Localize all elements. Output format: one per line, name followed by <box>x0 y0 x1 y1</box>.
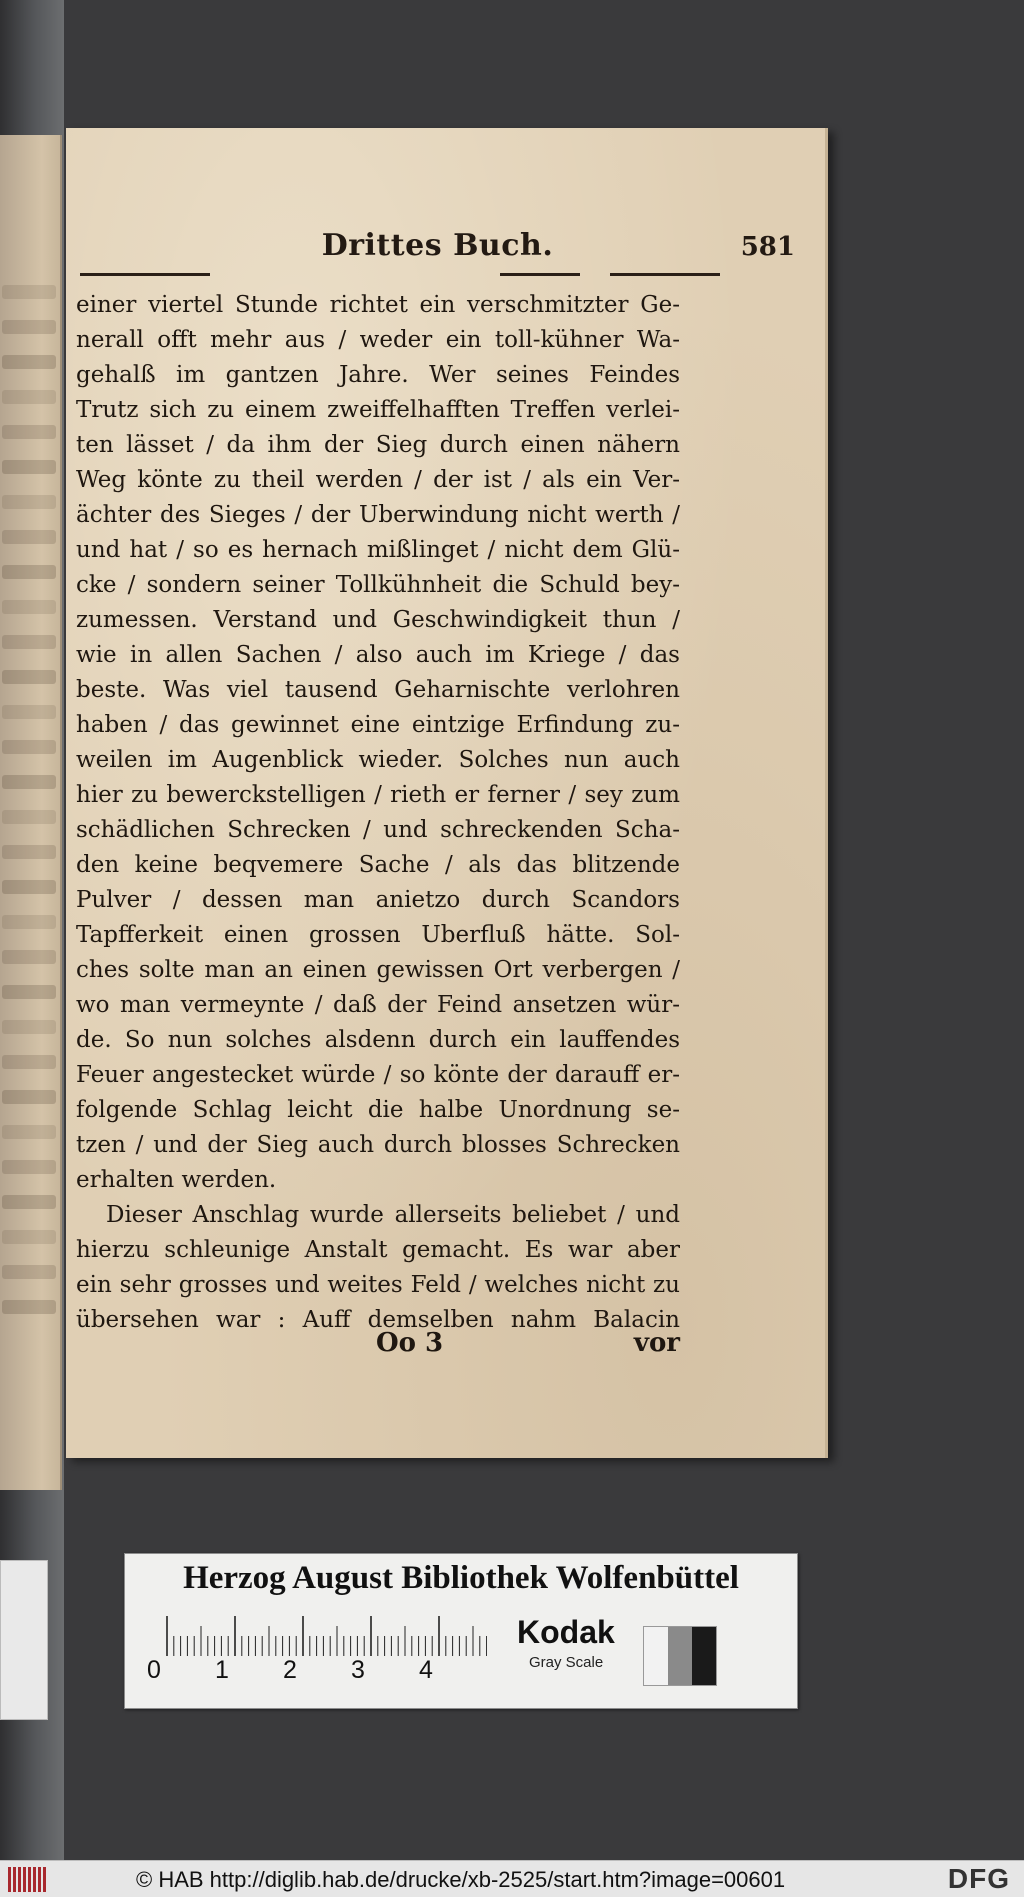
hab-barcode-icon <box>8 1867 48 1892</box>
text-line: nerall offt mehr aus / weder ein toll-kühner Wa- <box>76 327 680 353</box>
text-line: wie in allen Sachen / also auch im Kriege / das <box>76 642 680 668</box>
show-through-line <box>2 530 56 544</box>
book-page <box>66 128 828 1458</box>
show-through-line <box>2 810 56 824</box>
ruler-number: 0 <box>147 1656 161 1684</box>
show-through-line <box>2 705 56 719</box>
show-through-line <box>2 950 56 964</box>
header-rule-middle <box>500 273 580 276</box>
text-line: hier zu bewerckstelligen / rieth er ferner / sey zum <box>76 782 680 808</box>
show-through-line <box>2 915 56 929</box>
text-line: ches solte man an einen gewissen Ort verbergen / <box>76 957 680 983</box>
show-through-line <box>2 460 56 474</box>
show-through-line <box>2 1195 56 1209</box>
text-line: de. So nun solches alsdenn durch ein lauffendes <box>76 1027 680 1053</box>
ruler-number: 2 <box>283 1656 297 1684</box>
text-line: zumessen. Verstand und Geschwindigkeit thun / <box>76 607 680 633</box>
show-through-line <box>2 425 56 439</box>
text-line: schädlichen Schrecken / und schreckenden Scha- <box>76 817 680 843</box>
gray-scale-label: Gray Scale <box>529 1654 604 1671</box>
ruler-scale <box>157 1616 487 1656</box>
ruler-number: 4 <box>419 1656 433 1684</box>
gray-swatches <box>643 1626 717 1686</box>
dfg-logo: DFG <box>947 1863 1010 1894</box>
show-through-line <box>2 635 56 649</box>
show-through-line <box>2 565 56 579</box>
show-through-line <box>2 1300 56 1314</box>
text-line: ächter des Sieges / der Uberwindung nicht werth / <box>76 502 680 528</box>
text-line: Dieser Anschlag wurde allerseits beliebet / und <box>106 1202 680 1228</box>
text-line: ten lässet / da ihm der Sieg durch einen nähern <box>76 432 680 458</box>
text-line: den keine beqvemere Sache / als das blitzende <box>76 852 680 878</box>
kodak-brand: Kodak <box>517 1614 615 1650</box>
text-line: haben / das gewinnet eine eintzige Erfindung zu- <box>76 712 680 738</box>
text-line: Weg könte zu theil werden / der ist / als ein Ver- <box>76 467 680 493</box>
show-through-line <box>2 880 56 894</box>
show-through-line <box>2 845 56 859</box>
page-header <box>80 228 795 280</box>
text-line: übersehen war : Auff demselben nahm Balacin <box>76 1307 680 1333</box>
show-through-line <box>2 985 56 999</box>
running-head: Drittes Buch. <box>321 228 554 263</box>
text-line: Trutz sich zu einem zweiffelhafften Treffen verlei- <box>76 397 680 423</box>
show-through-line <box>2 1230 56 1244</box>
show-through-line <box>2 1265 56 1279</box>
text-line: Pulver / dessen man anietzo durch Scandors <box>76 887 680 913</box>
show-through-line <box>2 390 56 404</box>
text-line: tzen / und der Sieg auch durch blosses Schrecken <box>76 1132 680 1158</box>
show-through-line <box>2 355 56 369</box>
show-through-line <box>2 740 56 754</box>
catchword: vor <box>633 1328 680 1358</box>
text-line: und hat / so es hernach mißlinget / nicht dem Glü- <box>76 537 680 563</box>
text-line: Feuer angestecket würde / so könte der darauff er- <box>76 1062 680 1088</box>
body-text <box>76 288 680 1338</box>
text-line: folgende Schlag leicht die halbe Unordnung se- <box>76 1097 680 1123</box>
text-line: gehalß im gantzen Jahre. Wer seines Feindes <box>76 362 680 388</box>
text-line: einer viertel Stunde richtet ein verschmitzter Ge- <box>76 292 680 318</box>
show-through-line <box>2 1125 56 1139</box>
show-through-line <box>2 320 56 334</box>
header-rule-left <box>80 273 210 276</box>
ruler-number: 3 <box>351 1656 365 1684</box>
text-line: beste. Was viel tausend Geharnischte verlohren <box>76 677 680 703</box>
text-line: weilen im Augenblick wieder. Solches nun auch <box>76 747 680 773</box>
show-through-line <box>2 1055 56 1069</box>
source-link[interactable]: © HAB http://diglib.hab.de/drucke/xb-2525/start.htm?image=00601 <box>136 1867 786 1892</box>
ruler-number: 1 <box>215 1656 229 1684</box>
ruler-numbers <box>147 1656 487 1686</box>
facing-card-fragment <box>0 1560 48 1720</box>
gray-swatch <box>692 1627 716 1685</box>
text-line: wo man vermeynte / daß der Feind ansetzen wür- <box>76 992 680 1018</box>
library-name: Herzog August Bibliothek Wolfenbüttel <box>183 1560 739 1596</box>
header-rule-right <box>610 273 720 276</box>
signature-mark: Oo 3 <box>376 1328 444 1358</box>
show-through-line <box>2 1160 56 1174</box>
library-color-card <box>124 1553 798 1709</box>
show-through-line <box>2 1090 56 1104</box>
gray-swatch <box>644 1627 668 1685</box>
page-number: 581 <box>740 232 795 262</box>
text-line: ein sehr grosses und weites Feld / welches nicht zu <box>76 1272 680 1298</box>
text-line: erhalten werden. <box>76 1167 277 1193</box>
show-through-line <box>2 600 56 614</box>
show-through-line <box>2 495 56 509</box>
gray-swatch <box>668 1627 692 1685</box>
signature-row <box>76 1328 680 1364</box>
text-line: hierzu schleunige Anstalt gemacht. Es war aber <box>76 1237 680 1263</box>
text-line: Tapfferkeit einen grossen Uberfluß hätte. Sol- <box>76 922 680 948</box>
show-through-line <box>2 775 56 789</box>
show-through-line <box>2 670 56 684</box>
text-line: cke / sondern seiner Tollkühnheit die Schuld bey- <box>76 572 680 598</box>
show-through-line <box>2 1020 56 1034</box>
show-through-line <box>2 285 56 299</box>
viewer-footer <box>0 1860 1024 1897</box>
facing-page-fragment <box>0 135 62 1490</box>
